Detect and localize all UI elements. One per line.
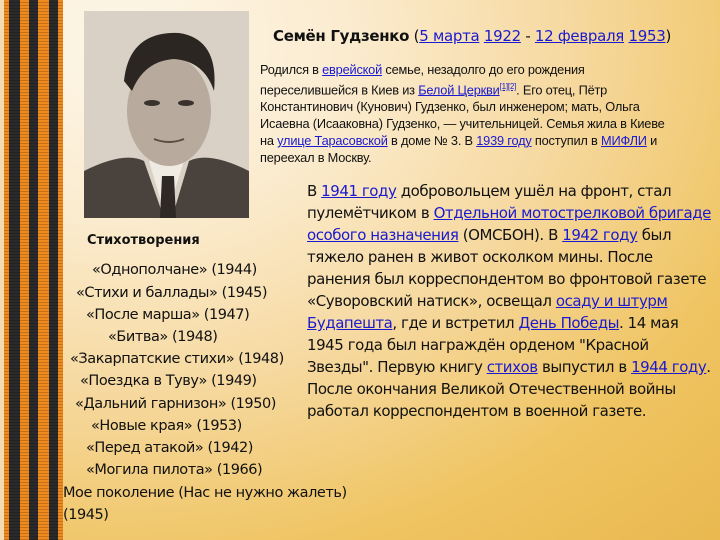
death-year-link[interactable]: 1953: [628, 27, 666, 45]
poems-heading: Стихотворения: [87, 233, 200, 248]
portrait-photo: [84, 11, 249, 218]
year-1944-link[interactable]: 1944 году: [631, 358, 707, 376]
year-1942-link[interactable]: 1942 году: [562, 226, 638, 244]
birth-date-link[interactable]: 5 марта: [419, 27, 480, 45]
poem-item: Мое поколение (Нас не нужно жалеть): [63, 485, 347, 501]
poem-item: «Перед атакой» (1942): [86, 440, 253, 456]
poem-item: «После марша» (1947): [86, 307, 250, 323]
victory-day-link[interactable]: День Победы: [518, 314, 620, 332]
poem-item: «Дальний гарнизон» (1950): [75, 396, 276, 412]
poems-link[interactable]: стихов: [486, 358, 538, 376]
death-date-link[interactable]: 12 февраля: [534, 27, 624, 45]
poem-item: «Поездка в Туву» (1949): [80, 373, 257, 389]
war-biography-paragraph: В 1941 году добровольцем ушёл на фронт, стал пулемётчиком в Отдельной мотострелковой бригаде особого назначения (ОМСБОН). В 1942 году был тяжело ранен в живот осколком мины. После ранения был корреспондентом во фронтовой газете «Суворовский натиск», освещал осаду и штурм Будапешта, где и встретил День Победы. 14 мая 1945 года был награждён орденом "Красной Звезды". Первую книгу стихов выпустил в 1944 году. После окончания Великой Отечественной войны работал корреспондентом в военной газете.: [307, 182, 711, 420]
reference-links[interactable]: [1][2]: [499, 82, 517, 91]
year-1939-link[interactable]: 1939 году: [476, 133, 532, 149]
poem-item: «Стихи и баллады» (1945): [76, 285, 268, 301]
birth-year-link[interactable]: 1922: [483, 27, 521, 45]
bila-tserkva-link[interactable]: Белой Церкви: [418, 82, 500, 98]
poem-item-year: (1945): [63, 507, 109, 523]
portrait-icon: [84, 11, 249, 218]
poem-item: «Закарпатские стихи» (1948): [70, 351, 284, 367]
poem-item: «Битва» (1948): [108, 329, 218, 345]
year-1941-link[interactable]: 1941 году: [321, 182, 397, 200]
page-title: Семён Гудзенко (5 марта 1922 - 12 февраля 1953): [273, 27, 672, 45]
poet-name: Семён Гудзенко: [273, 27, 410, 45]
budapest-siege-link[interactable]: осаду и штурм Будапешта: [307, 292, 668, 332]
biography-paragraph: Родился в еврейской семье, незадолго до его рождения переселившейся в Киев из Белой Церкви[1][2]. Его отец, Пётр Константинович (Кунович) Гудзенко, был инженером; мать, Ольга Исаевна (Исааковна) Гудзенко, — учительницей. Семья жила в Киеве на улице Тарасовской в доме № 3. В 1939 году поступил в МИФЛИ и переехал в Москву.: [260, 62, 665, 166]
mifli-link[interactable]: МИФЛИ: [601, 133, 647, 149]
poem-item: «Могила пилота» (1966): [86, 462, 263, 478]
st-george-ribbon: [4, 0, 63, 540]
jewish-link[interactable]: еврейской: [322, 62, 383, 77]
tarasovskaya-street-link[interactable]: улице Тарасовской: [277, 133, 388, 149]
poem-item: «Однополчане» (1944): [92, 262, 257, 278]
omsbon-link[interactable]: Отдельной мотострелковой бригаде особого назначения: [307, 204, 711, 244]
poem-item: «Новые края» (1953): [91, 418, 242, 434]
